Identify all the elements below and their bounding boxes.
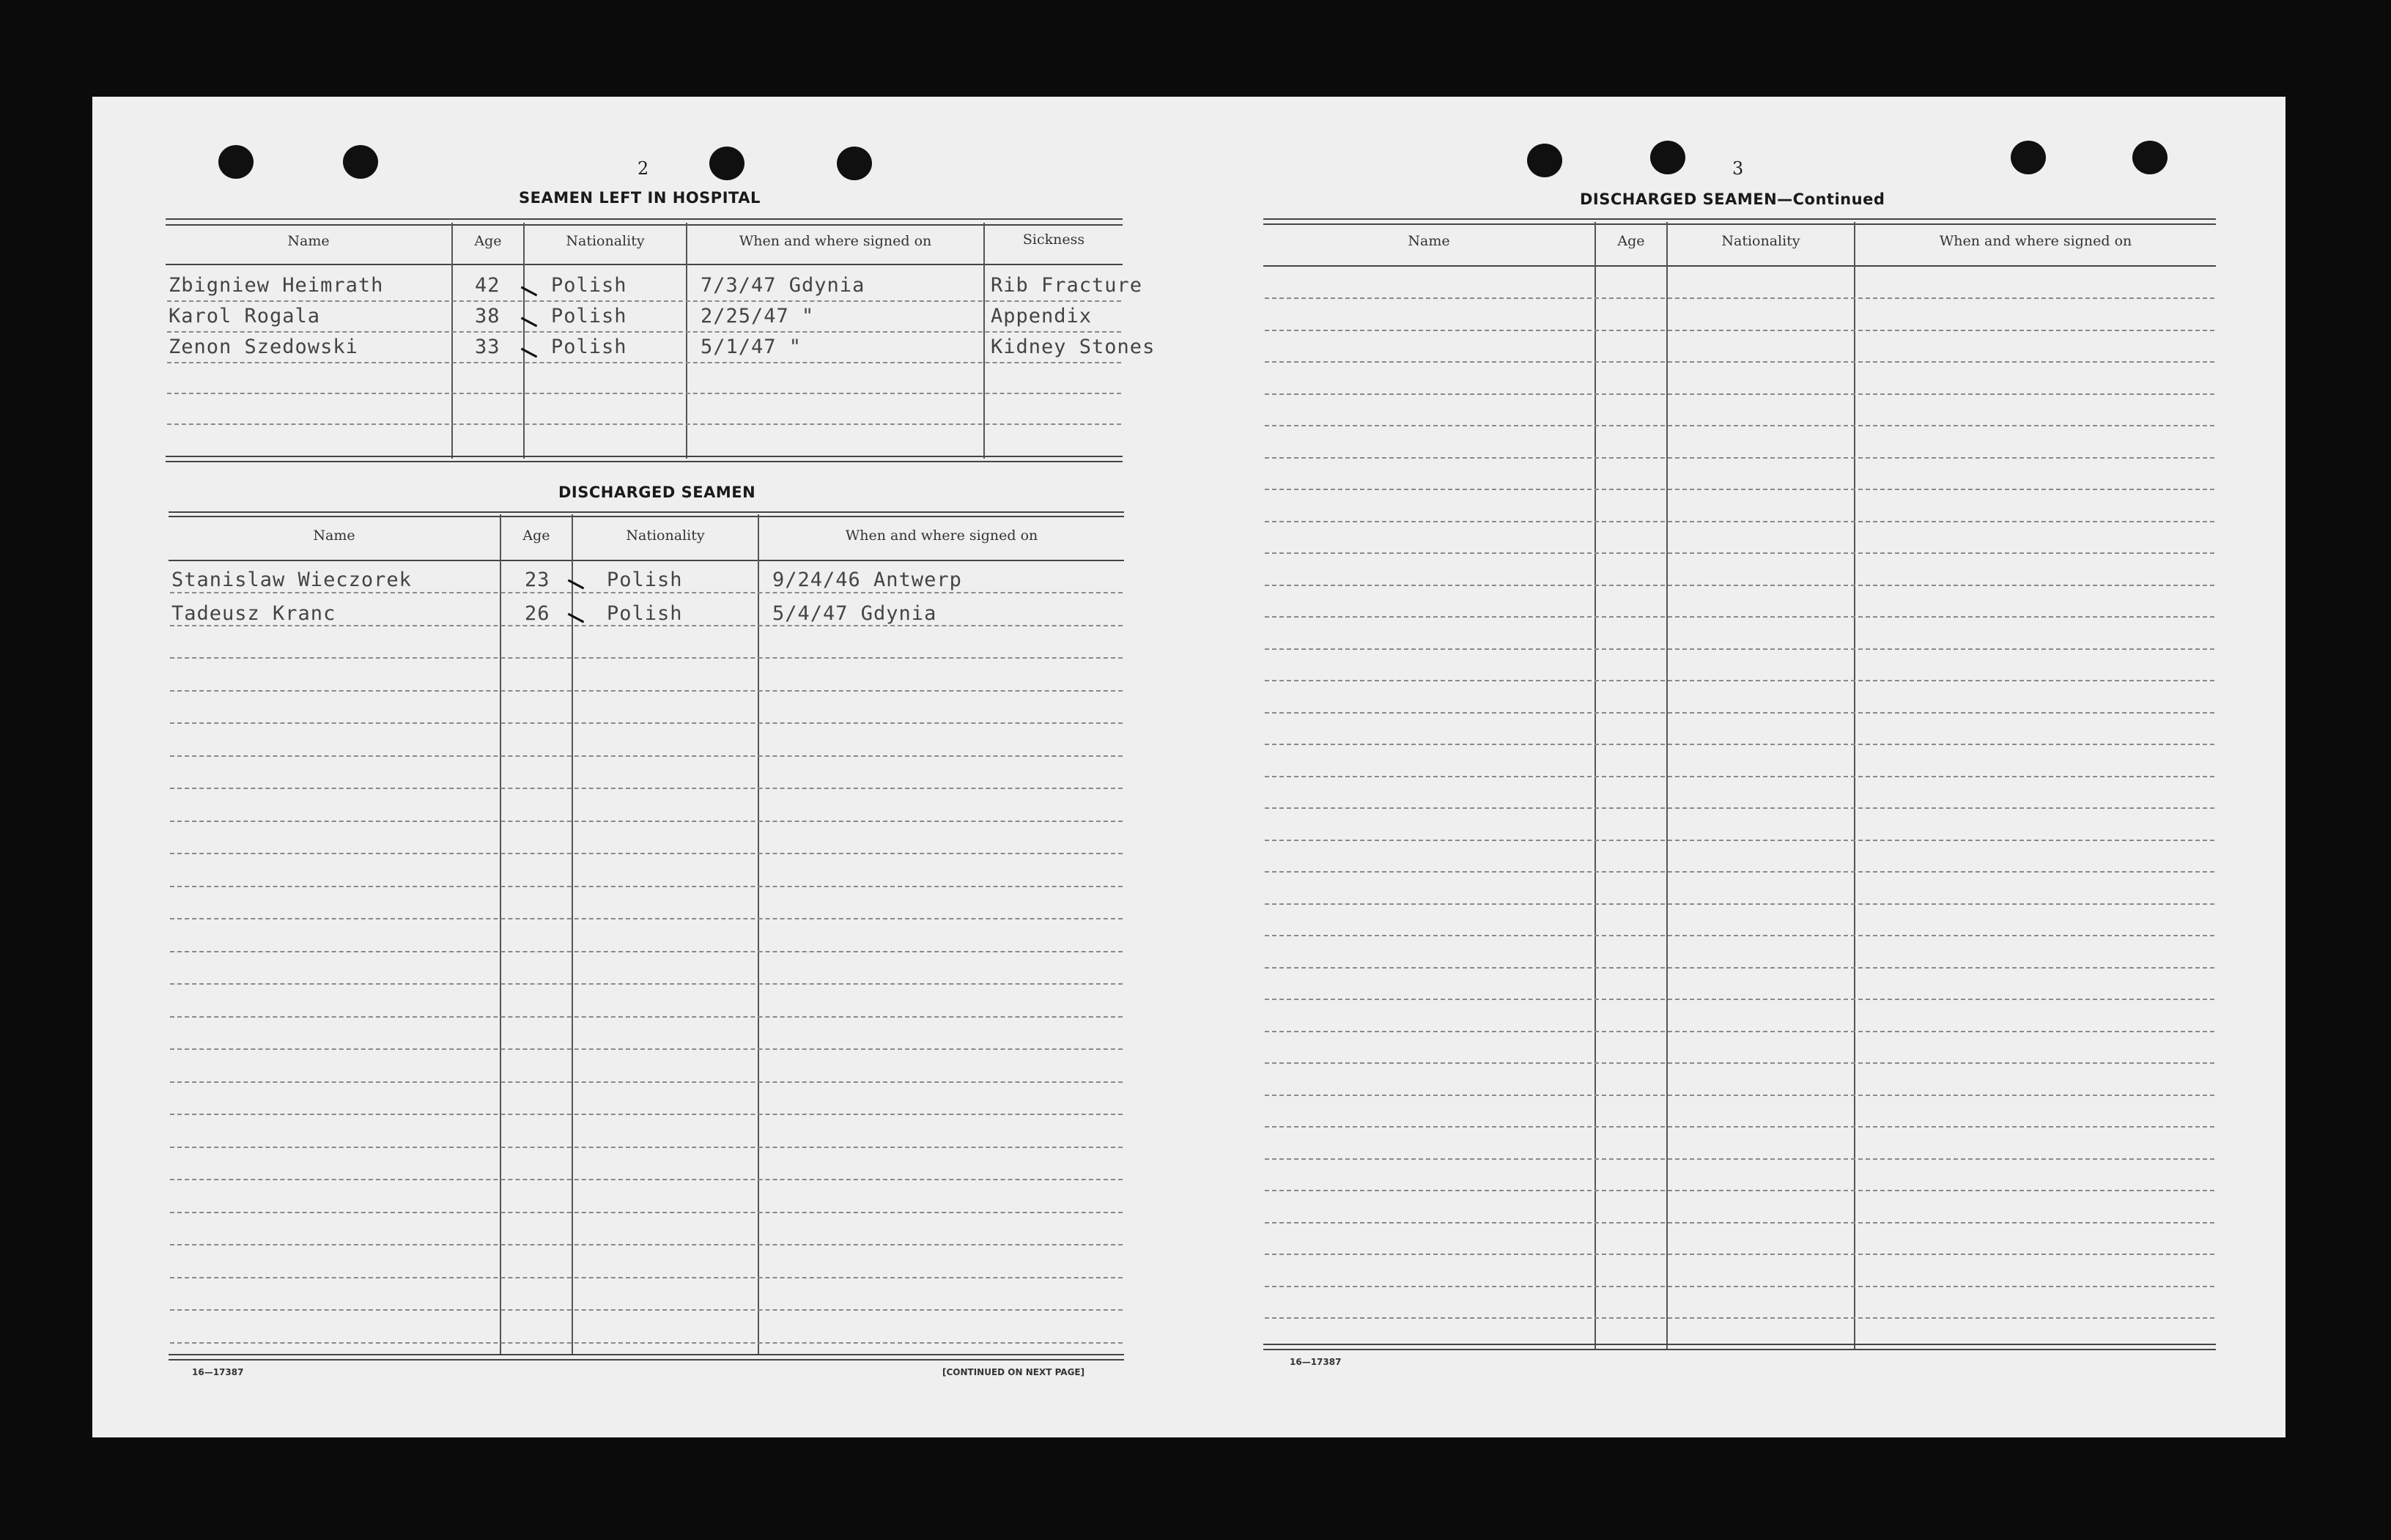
row-rule bbox=[170, 1212, 1123, 1213]
row-rule bbox=[170, 951, 1123, 952]
row-rule bbox=[1265, 1126, 2214, 1128]
column-divider bbox=[1594, 222, 1596, 1350]
section-title-hospital: SEAMEN LEFT IN HOSPITAL bbox=[519, 189, 761, 207]
column-divider bbox=[500, 514, 501, 1355]
table-rule bbox=[166, 461, 1123, 462]
punch-hole bbox=[2132, 141, 2168, 174]
table-rule bbox=[169, 516, 1124, 517]
page-number: 2 bbox=[638, 158, 649, 179]
column-divider bbox=[1666, 222, 1668, 1350]
hospital-age: 33 bbox=[475, 336, 500, 358]
punch-hole bbox=[837, 147, 872, 180]
table-rule bbox=[166, 456, 1123, 457]
table-rule bbox=[169, 1354, 1124, 1355]
column-header: Name bbox=[313, 527, 355, 544]
row-rule bbox=[170, 690, 1123, 692]
column-header: Name bbox=[1408, 233, 1450, 249]
punch-hole bbox=[343, 145, 378, 179]
row-rule bbox=[1265, 393, 2214, 395]
column-header: Age bbox=[522, 527, 550, 544]
hospital-signed-on: 2/25/47 " bbox=[701, 305, 815, 327]
punch-hole bbox=[218, 145, 254, 179]
page-number: 3 bbox=[1732, 158, 1744, 179]
row-rule bbox=[170, 722, 1123, 724]
row-rule bbox=[170, 983, 1123, 985]
row-rule bbox=[1265, 1317, 2214, 1319]
section-title-discharged-continued: DISCHARGED SEAMEN—Continued bbox=[1580, 190, 1885, 208]
hospital-signed-on: 7/3/47 Gdynia bbox=[701, 274, 865, 297]
table-rule bbox=[166, 224, 1123, 226]
table-rule bbox=[1263, 223, 2216, 225]
row-rule bbox=[1265, 521, 2214, 522]
column-header: Nationality bbox=[1721, 233, 1800, 249]
row-rule bbox=[170, 1277, 1123, 1278]
column-header: Nationality bbox=[626, 527, 705, 544]
form-number: 16—17387 bbox=[1290, 1357, 1342, 1367]
row-rule bbox=[167, 362, 1121, 363]
row-rule bbox=[1265, 1158, 2214, 1160]
row-rule bbox=[170, 1309, 1123, 1311]
row-rule bbox=[170, 821, 1123, 822]
row-rule bbox=[170, 1016, 1123, 1018]
table-rule bbox=[169, 1359, 1124, 1361]
column-divider bbox=[758, 514, 759, 1355]
row-rule bbox=[1265, 1254, 2214, 1255]
hospital-nationality: Polish bbox=[551, 305, 627, 327]
discharged-name: Tadeusz Kranc bbox=[171, 602, 336, 625]
column-header: When and where signed on bbox=[1939, 233, 2132, 249]
row-rule bbox=[1265, 903, 2214, 905]
row-rule bbox=[1265, 457, 2214, 459]
row-rule bbox=[170, 1342, 1123, 1344]
hospital-sickness: Appendix bbox=[991, 305, 1093, 327]
row-rule bbox=[1265, 999, 2214, 1000]
row-rule bbox=[1265, 1190, 2214, 1191]
row-rule bbox=[1265, 1031, 2214, 1032]
row-rule bbox=[167, 331, 1121, 333]
discharged-nationality: Polish bbox=[607, 569, 683, 591]
row-rule bbox=[170, 1081, 1123, 1083]
hospital-sickness: Rib Fracture bbox=[991, 274, 1143, 297]
hospital-name: Zbigniew Heimrath bbox=[169, 274, 384, 297]
row-rule bbox=[170, 788, 1123, 789]
table-rule bbox=[1263, 265, 2216, 267]
row-rule bbox=[170, 1147, 1123, 1148]
row-rule bbox=[1265, 871, 2214, 873]
row-rule bbox=[170, 853, 1123, 854]
discharged-age: 26 bbox=[525, 602, 550, 625]
punch-hole bbox=[1527, 144, 1562, 177]
column-header: Age bbox=[474, 233, 502, 249]
hospital-age: 38 bbox=[475, 305, 500, 327]
row-rule bbox=[170, 886, 1123, 887]
hospital-age: 42 bbox=[475, 274, 500, 297]
row-rule bbox=[170, 1114, 1123, 1115]
row-rule bbox=[1265, 776, 2214, 777]
row-rule bbox=[170, 657, 1123, 659]
row-rule bbox=[1265, 616, 2214, 618]
row-rule bbox=[1265, 744, 2214, 745]
column-divider bbox=[1854, 222, 1855, 1350]
row-rule bbox=[1265, 840, 2214, 841]
table-rule bbox=[169, 511, 1124, 513]
row-rule bbox=[1265, 585, 2214, 586]
continued-note: [CONTINUED ON NEXT PAGE] bbox=[942, 1367, 1085, 1377]
row-rule bbox=[170, 592, 1123, 593]
discharged-signed-on: 9/24/46 Antwerp bbox=[772, 569, 962, 591]
row-rule bbox=[1265, 297, 2214, 299]
row-rule bbox=[167, 423, 1121, 425]
table-rule bbox=[166, 264, 1123, 265]
row-rule bbox=[1265, 552, 2214, 554]
row-rule bbox=[1265, 680, 2214, 681]
row-rule bbox=[170, 1179, 1123, 1180]
column-header: Name bbox=[287, 233, 330, 249]
row-rule bbox=[167, 300, 1121, 302]
discharged-signed-on: 5/4/47 Gdynia bbox=[772, 602, 937, 625]
row-rule bbox=[1265, 1286, 2214, 1287]
row-rule bbox=[1265, 967, 2214, 969]
row-rule bbox=[1265, 489, 2214, 490]
table-rule bbox=[1263, 1344, 2216, 1345]
row-rule bbox=[1265, 1062, 2214, 1064]
row-rule bbox=[1265, 807, 2214, 809]
row-rule bbox=[170, 1048, 1123, 1050]
column-header: Sickness bbox=[1022, 232, 1085, 248]
hospital-signed-on: 5/1/47 " bbox=[701, 336, 802, 358]
column-header: Nationality bbox=[566, 233, 645, 249]
row-rule bbox=[1265, 330, 2214, 331]
row-rule bbox=[1265, 648, 2214, 650]
row-rule bbox=[167, 393, 1121, 394]
table-rule bbox=[169, 560, 1124, 561]
row-rule bbox=[1265, 1222, 2214, 1224]
table-rule bbox=[166, 218, 1123, 220]
hospital-name: Zenon Szedowski bbox=[169, 336, 358, 358]
discharged-age: 23 bbox=[525, 569, 550, 591]
punch-hole bbox=[709, 147, 744, 180]
hospital-sickness: Kidney Stones bbox=[991, 336, 1156, 358]
column-divider bbox=[572, 514, 573, 1355]
punch-hole bbox=[1650, 141, 1685, 174]
row-rule bbox=[170, 918, 1123, 919]
section-title-discharged: DISCHARGED SEAMEN bbox=[558, 484, 756, 501]
punch-hole bbox=[2011, 141, 2046, 174]
table-rule bbox=[1263, 1349, 2216, 1350]
row-rule bbox=[1265, 361, 2214, 363]
column-header: When and where signed on bbox=[739, 233, 932, 249]
discharged-name: Stanislaw Wieczorek bbox=[171, 569, 412, 591]
form-number: 16—17387 bbox=[192, 1367, 244, 1377]
row-rule bbox=[1265, 935, 2214, 936]
hospital-nationality: Polish bbox=[551, 274, 627, 297]
hospital-name: Karol Rogala bbox=[169, 305, 321, 327]
column-header: Age bbox=[1617, 233, 1645, 249]
column-header: When and where signed on bbox=[845, 527, 1038, 544]
discharged-nationality: Polish bbox=[607, 602, 683, 625]
hospital-nationality: Polish bbox=[551, 336, 627, 358]
row-rule bbox=[170, 755, 1123, 757]
row-rule bbox=[170, 1244, 1123, 1245]
table-rule bbox=[1263, 218, 2216, 220]
row-rule bbox=[1265, 1095, 2214, 1096]
row-rule bbox=[1265, 712, 2214, 714]
row-rule bbox=[1265, 425, 2214, 426]
